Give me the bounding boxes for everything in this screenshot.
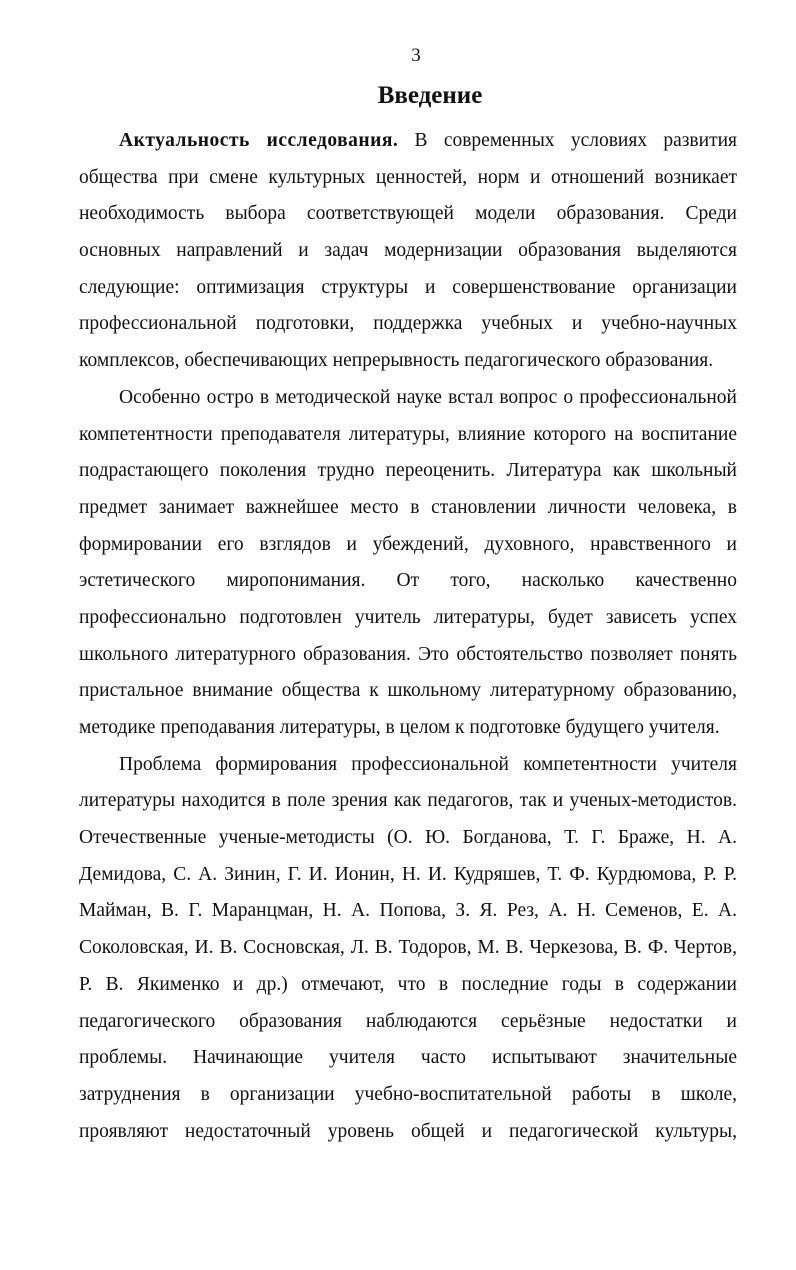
paragraph-3-line: Проблема формирования профессиональной компетентности учителя: [119, 753, 737, 775]
body-text: [79, 123, 737, 1150]
paragraph-3-line: Соколовская, И. В. Сосновская, Л. В. Тодоров, М. В. Черкезова, В. Ф. Чертов,: [79, 937, 737, 959]
paragraph-3-line: затруднения в организации учебно-воспитательной работы в школе,: [79, 1083, 737, 1105]
paragraph-1-line: комплексов, обеспечивающих непрерывность педагогического образования.: [79, 350, 714, 372]
paragraph-1-lead: Актуальность исследования.: [119, 130, 399, 151]
paragraph-1-line: основных направлений и задач модернизации образования выделяются: [79, 240, 737, 262]
paragraph-2-line: предмет занимает важнейшее место в становлении личности человека, в: [79, 496, 737, 518]
page-number: 3: [411, 45, 421, 66]
paragraph-3-line: Р. В. Якименко и др.) отмечают, что в последние годы в содержании: [79, 973, 737, 995]
section-heading: Введение: [377, 82, 483, 109]
paragraph-1-line: следующие: оптимизация структуры и совершенствование организации: [79, 276, 737, 298]
paragraph-2-line: компетентности преподавателя литературы, влияние которого на воспитание: [79, 423, 737, 445]
paragraph-1-line: общества при смене культурных ценностей, норм и отношений возникает: [79, 166, 737, 188]
paragraph-3-line: литературы находится в поле зрения как педагогов, так и ученых-методистов.: [79, 790, 737, 812]
paragraph-2-line: методике преподавания литературы, в целом к подготовке будущего учителя.: [79, 717, 720, 738]
paragraph-3-line: Отечественные ученые-методисты (О. Ю. Богданова, Т. Г. Браже, Н. А.: [79, 827, 737, 849]
paragraph-2-line: эстетического миропонимания. От того, насколько качественно: [79, 570, 737, 592]
paragraph-3-line: педагогического образования наблюдаются серьёзные недостатки и: [79, 1010, 737, 1032]
paragraph-2-line: профессионально подготовлен учитель литературы, будет зависеть успех: [79, 606, 737, 628]
paragraph-1-line-1: [79, 123, 737, 160]
paragraph-2-line: формировании его взглядов и убеждений, духовного, нравственного и: [79, 533, 737, 555]
paragraph-3-line: Демидова, С. А. Зинин, Г. И. Ионин, Н. И. Кудряшев, Т. Ф. Курдюмова, Р. Р.: [79, 863, 737, 885]
paragraph-2-line: школьного литературного образования. Это обстоятельство позволяет понять: [79, 643, 737, 665]
paragraph-2-line: Особенно остро в методической науке встал вопрос о профессиональной: [119, 386, 737, 408]
paragraph-3-line: проявляют недостаточный уровень общей и педагогической культуры,: [79, 1120, 737, 1142]
paragraph-1-line: профессиональной подготовки, поддержка учебных и учебно-научных: [79, 313, 737, 335]
paragraph-2-line: пристальное внимание общества к школьному литературному образованию,: [79, 680, 737, 702]
paragraph-1-line-1-rest: В современных условиях развития: [398, 130, 738, 151]
paragraph-2-line: подрастающего поколения трудно переоценить. Литература как школьный: [79, 460, 737, 482]
paragraph-3-line: Майман, В. Г. Маранцман, Н. А. Попова, З. Я. Рез, А. Н. Семенов, Е. А.: [79, 900, 737, 922]
paragraph-3-line: проблемы. Начинающие учителя часто испытывают значительные: [79, 1047, 737, 1069]
paragraph-1-line: необходимость выбора соответствующей модели образования. Среди: [79, 203, 737, 225]
